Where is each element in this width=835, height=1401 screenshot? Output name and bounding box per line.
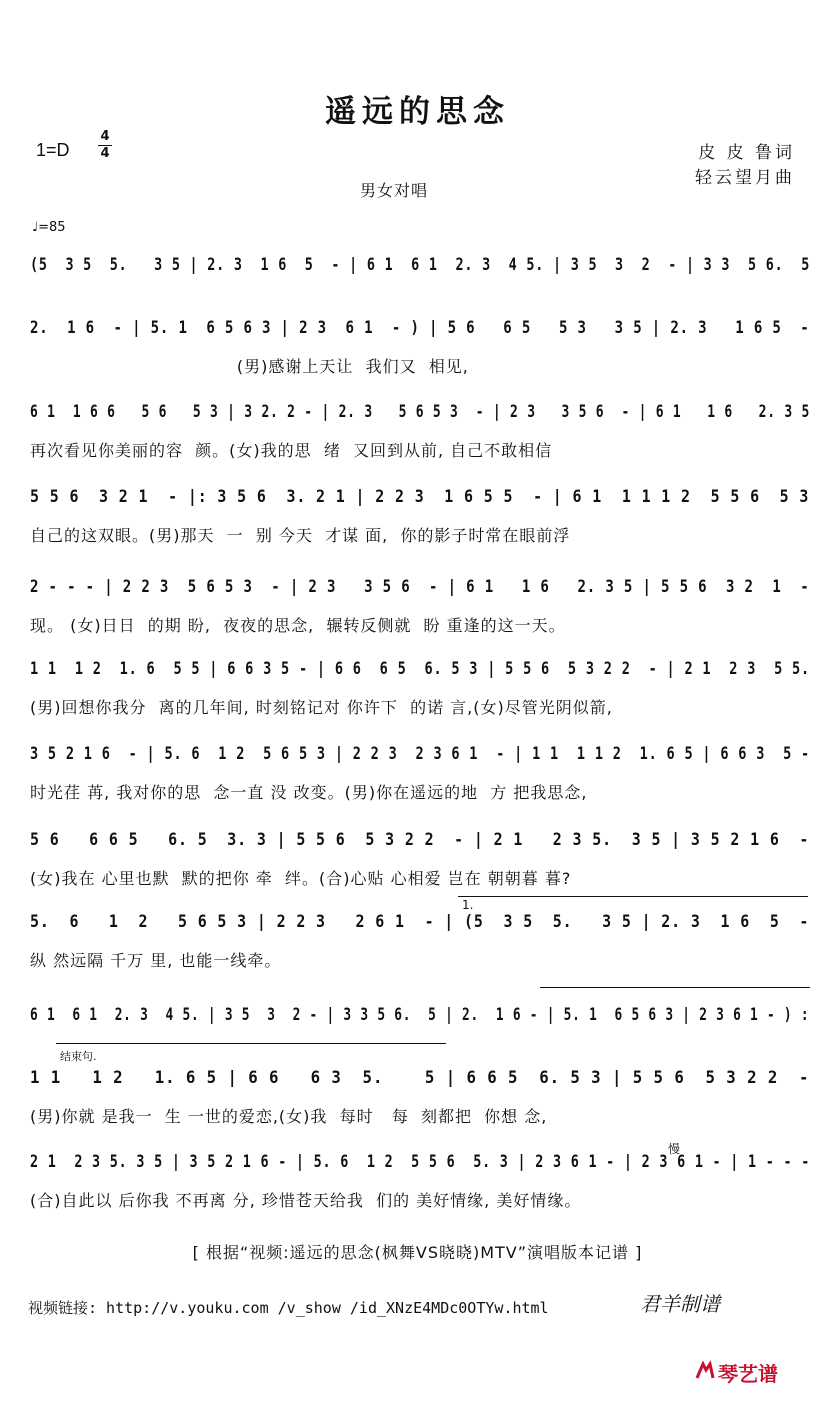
row-lyrics: 自己的这双眼。(男)那天 一 别 今天 才谋 面, 你的影子时常在眼前浮 <box>30 526 571 545</box>
row-notes: 1 1 1 2 1. 6 5 5 | 6 6 3 5 - | 6 6 6 5 6. 5 3 | 5 5 6 5 3 2 2 - | 2 1 2 3 5 5. <box>30 659 810 679</box>
volta-line <box>458 896 808 897</box>
row-notes: 5. 6 1 2 5 6 5 3 | 2 2 3 2 6 1 - | (5 3 5 5. 3 5 | 2. 3 1 6 5 - <box>30 912 810 932</box>
score-row <box>30 1152 810 1212</box>
row-notes: 1 1 1 2 1. 6 5 | 6 6 6 3 5. 5 | 6 6 5 6. 5 3 | 5 5 6 5 3 2 2 - <box>30 1068 810 1088</box>
score-row <box>30 1005 810 1065</box>
tempo-marking: ♩=85 <box>32 220 66 235</box>
row-notes: 6 1 1 6 6 5 6 5 3 | 3 2. 2 - | 2. 3 5 6 5 3 - | 2 3 3 5 6 - | 6 1 1 6 2. 3 5 <box>30 402 811 422</box>
row-notes: 5 5 6 3 2 1 - |: 3 5 6 3. 2 1 | 2 2 3 1 6 5 5 - | 6 1 1 1 1 2 5 5 6 5 3 <box>30 487 810 507</box>
score-row <box>30 255 810 315</box>
score-row <box>30 487 810 547</box>
row-lyrics: (男)你就 是我一 生 一世的爱恋,(女)我 每时 每 刻都把 你想 念, <box>30 1107 548 1126</box>
repeat-line <box>540 987 810 988</box>
performance-note: 男女对唱 <box>360 181 429 200</box>
row-notes: (5 3 5 5. 3 5 | 2. 3 1 6 5 - | 6 1 6 1 2. 3 4 5. | 3 5 3 2 - | 3 3 5 6. 5 <box>30 255 811 275</box>
time-signature <box>98 130 112 161</box>
row-lyrics: 再次看见你美丽的容 颜。(女)我的思 绪 又回到从前, 自己不敢相信 <box>30 441 553 460</box>
row-lyrics: (女)我在 心里也默 默的把你 牵 绊。(合)心贴 心相爱 岂在 朝朝暮 暮? <box>30 869 572 888</box>
row-lyrics: 时光荏 苒, 我对你的思 念一直 没 改变。(男)你在遥远的地 方 把我思念, <box>30 783 588 802</box>
row-notes: 3 5 2 1 6 - | 5. 6 1 2 5 6 5 3 | 2 2 3 2 3 6 1 - | 1 1 1 1 2 1. 6 5 | 6 6 3 5 - <box>30 744 810 764</box>
qinyipu-logo-icon <box>694 1360 716 1382</box>
score-row <box>30 744 810 804</box>
ending-label: 结束句. <box>60 1050 97 1063</box>
lyricist: 皮 皮 鲁词 <box>698 143 795 163</box>
score-row <box>30 318 810 378</box>
meter-bottom: 4 <box>100 146 110 161</box>
meter-top: 4 <box>100 129 110 144</box>
score-row <box>30 402 810 462</box>
ending-line <box>56 1043 446 1044</box>
row-notes: 5 6 6 6 5 6. 5 3. 3 | 5 5 6 5 3 2 2 - | 2 1 2 3 5. 3 5 | 3 5 2 1 6 - <box>30 830 810 850</box>
row-lyrics: 现。 (女)日日 的期 盼, 夜夜的思念, 辗转反侧就 盼 重逢的这一天。 <box>30 616 566 635</box>
row-notes: 2 1 2 3 5. 3 5 | 3 5 2 1 6 - | 5. 6 1 2 5 5 6 5. 3 | 2 3 6 1 - | 2 3 6 1 - | 1 - - - <box>30 1152 811 1172</box>
score-row <box>30 912 810 972</box>
video-link[interactable]: 视频链接: http://v.youku.com /v_show /id_XNzE4MDc0OTYw.html <box>28 1299 549 1317</box>
row-notes: 2 - - - | 2 2 3 5 6 5 3 - | 2 3 3 5 6 - | 6 1 1 6 2. 3 5 | 5 5 6 3 2 1 - <box>30 577 810 597</box>
score-row <box>30 830 810 890</box>
row-lyrics: (男)回想你我分 离的几年间, 时刻铭记对 你许下 的诺 言,(女)尽管光阴似箭, <box>30 698 613 717</box>
composer: 轻云望月曲 <box>695 168 795 188</box>
slow-marking: 慢 <box>668 1142 681 1156</box>
score-row <box>30 1068 810 1128</box>
row-notes: 6 1 6 1 2. 3 4 5. | 3 5 3 2 - | 3 3 5 6. 5 | 2. 1 6 - | 5. 1 6 5 6 3 | 2 3 6 1 - ) : <box>30 1005 810 1025</box>
score-row <box>30 659 810 719</box>
row-lyrics: (男)感谢上天让 我们又 相见, <box>30 357 469 376</box>
row-lyrics: (合)自此以 后你我 不再离 分, 珍惜苍天给我 们的 美好情缘, 美好情缘。 <box>30 1191 582 1210</box>
key-signature: 1=D <box>36 140 70 160</box>
row-notes: 2. 1 6 - | 5. 1 6 5 6 3 | 2 3 6 1 - ) | 5 6 6 5 5 3 3 5 | 2. 3 1 6 5 - <box>30 318 810 338</box>
source-note: [ 根据“视频:遥远的思念(枫舞VS晓晓)MTV”演唱版本记谱 ] <box>192 1243 643 1262</box>
site-logo: 琴艺谱 <box>718 1362 778 1386</box>
signature: 君羊制谱 <box>640 1292 720 1316</box>
page-title: 遥远的思念 <box>325 94 510 130</box>
score-row <box>30 577 810 637</box>
row-lyrics: 纵 然远隔 千万 里, 也能一线牵。 <box>30 951 282 970</box>
volta-label: 1. <box>462 898 474 912</box>
